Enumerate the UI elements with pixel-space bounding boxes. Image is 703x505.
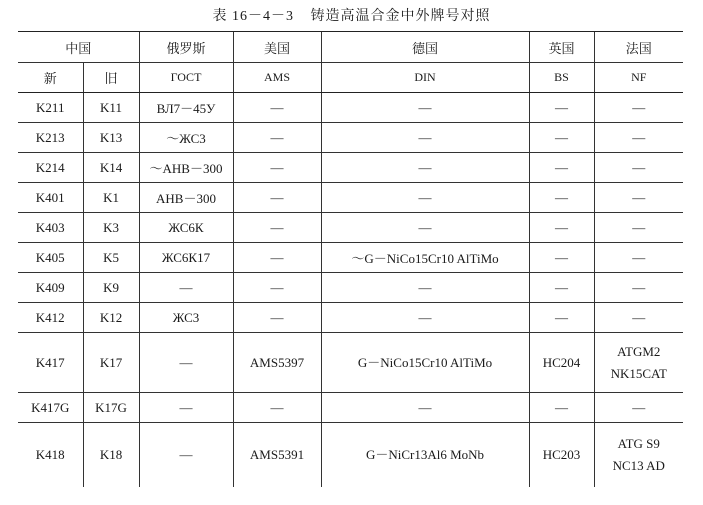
cell-grade-old: K17 (83, 333, 139, 393)
header-bs: BS (529, 63, 594, 93)
nf-grade-line: — (632, 129, 646, 145)
cell-grade-old: K3 (83, 213, 139, 243)
cell-grade-new: K403 (18, 213, 83, 243)
table-row (18, 333, 683, 393)
table-row (18, 123, 683, 153)
cell-grade-old: K9 (83, 273, 139, 303)
cell-bs: — (529, 273, 594, 303)
header-germany: 德国 (321, 32, 529, 63)
cell-nf (594, 333, 683, 393)
alloy-grade-table (18, 31, 683, 487)
cell-bs: — (529, 393, 594, 423)
header-usa: 美国 (233, 32, 321, 63)
cell-grade-old: K11 (83, 93, 139, 123)
cell-grade-new: K417 (18, 333, 83, 393)
cell-bs: — (529, 123, 594, 153)
cell-nf (594, 303, 683, 333)
cell-bs: — (529, 153, 594, 183)
cell-nf (594, 243, 683, 273)
cell-gost: ЖС3 (139, 303, 233, 333)
cell-bs: — (529, 213, 594, 243)
header-din: DIN (321, 63, 529, 93)
cell-grade-old: K14 (83, 153, 139, 183)
header-gost: ГОСТ (139, 63, 233, 93)
cell-grade-old: K12 (83, 303, 139, 333)
cell-nf (594, 213, 683, 243)
header-ams: AMS (233, 63, 321, 93)
table-row (18, 183, 683, 213)
table-row (18, 303, 683, 333)
header-row-countries (18, 32, 683, 63)
cell-din: — (321, 213, 529, 243)
header-nf: NF (594, 63, 683, 93)
cell-ams: AMS5391 (233, 423, 321, 488)
cell-ams: — (233, 273, 321, 303)
table-title: 铸造高温合金中外牌号对照 (310, 9, 491, 24)
cell-bs: — (529, 243, 594, 273)
table-row (18, 153, 683, 183)
cell-gost: — (139, 423, 233, 488)
nf-grade-line: NK15CAT (610, 365, 667, 381)
nf-grade-line: NC13 AD (612, 458, 665, 473)
cell-ams: — (233, 123, 321, 153)
nf-grade-line: — (632, 249, 646, 265)
cell-din: — (321, 273, 529, 303)
cell-gost: — (139, 333, 233, 393)
cell-ams: — (233, 183, 321, 213)
cell-nf (594, 423, 683, 488)
table-body (18, 93, 683, 488)
cell-ams: — (233, 213, 321, 243)
cell-ams: AMS5397 (233, 333, 321, 393)
cell-ams: — (233, 93, 321, 123)
header-russia: 俄罗斯 (139, 32, 233, 63)
table-row (18, 93, 683, 123)
cell-ams: — (233, 393, 321, 423)
header-france: 法国 (594, 32, 683, 63)
nf-grade-line: — (632, 399, 646, 415)
cell-gost: ЖС6К17 (139, 243, 233, 273)
cell-bs: — (529, 93, 594, 123)
nf-grade-line: — (632, 189, 646, 205)
nf-grade-line: — (632, 159, 646, 175)
cell-grade-old: K17G (83, 393, 139, 423)
nf-grade-line: — (632, 99, 646, 115)
header-china: 中国 (18, 32, 139, 63)
table-number: 表 16－4－3 (212, 9, 294, 24)
cell-gost: ～ЖС3 (139, 123, 233, 153)
table-row (18, 213, 683, 243)
cell-din: — (321, 303, 529, 333)
cell-bs: HC204 (529, 333, 594, 393)
cell-din: — (321, 393, 529, 423)
cell-din: — (321, 93, 529, 123)
cell-grade-new: K213 (18, 123, 83, 153)
cell-grade-new: K418 (35, 447, 65, 462)
cell-grade-new: K417G (18, 393, 83, 423)
cell-grade-new: K401 (18, 183, 83, 213)
cell-ams: — (233, 303, 321, 333)
cell-grade-new: K405 (18, 243, 83, 273)
header-row-standards (18, 63, 683, 93)
cell-gost: ВЛ7－45У (139, 93, 233, 123)
cell-grade-new: K409 (18, 273, 83, 303)
table-row (18, 393, 683, 423)
table-row (18, 273, 683, 303)
cell-gost: АНВ－300 (139, 183, 233, 213)
cell-nf (594, 93, 683, 123)
cell-gost: — (139, 393, 233, 423)
cell-nf (594, 273, 683, 303)
cell-nf (594, 183, 683, 213)
table-caption (0, 5, 703, 25)
header-china-old: 旧 (83, 63, 139, 93)
header-uk: 英国 (529, 32, 594, 63)
cell-din: — (321, 123, 529, 153)
cell-din: — (321, 183, 529, 213)
cell-grade-old: K5 (83, 243, 139, 273)
cell-grade-new: K412 (18, 303, 83, 333)
cell-gost: ЖС6К (139, 213, 233, 243)
cell-bs: HC203 (529, 423, 594, 488)
cell-grade-old: K18 (83, 423, 139, 488)
cell-din: G－NiCo15Cr10 AlTiMo (321, 333, 529, 393)
cell-gost: ～АНВ－300 (139, 153, 233, 183)
nf-grade-line: ATGM2 (617, 343, 661, 359)
cell-bs: — (529, 303, 594, 333)
cell-grade-old: K1 (83, 183, 139, 213)
cell-gost: — (139, 273, 233, 303)
cell-grade-new: K214 (18, 153, 83, 183)
nf-grade-line: ATG S9 (617, 436, 660, 451)
cell-din: ～G－NiCo15Cr10 AlTiMo (321, 243, 529, 273)
cell-din: G－NiCr13Al6 MoNb (321, 423, 529, 488)
cell-nf (594, 393, 683, 423)
table-row (18, 423, 683, 488)
nf-grade-line: — (632, 279, 646, 295)
cell-nf (594, 123, 683, 153)
nf-grade-line: — (632, 219, 646, 235)
cell-din: — (321, 153, 529, 183)
cell-grade-new: K211 (18, 93, 83, 123)
nf-grade-line: — (632, 309, 646, 325)
cell-nf (594, 153, 683, 183)
table-row (18, 243, 683, 273)
cell-grade-old: K13 (83, 123, 139, 153)
cell-ams: — (233, 243, 321, 273)
cell-ams: — (233, 153, 321, 183)
header-china-new: 新 (18, 63, 83, 93)
cell-bs: — (529, 183, 594, 213)
